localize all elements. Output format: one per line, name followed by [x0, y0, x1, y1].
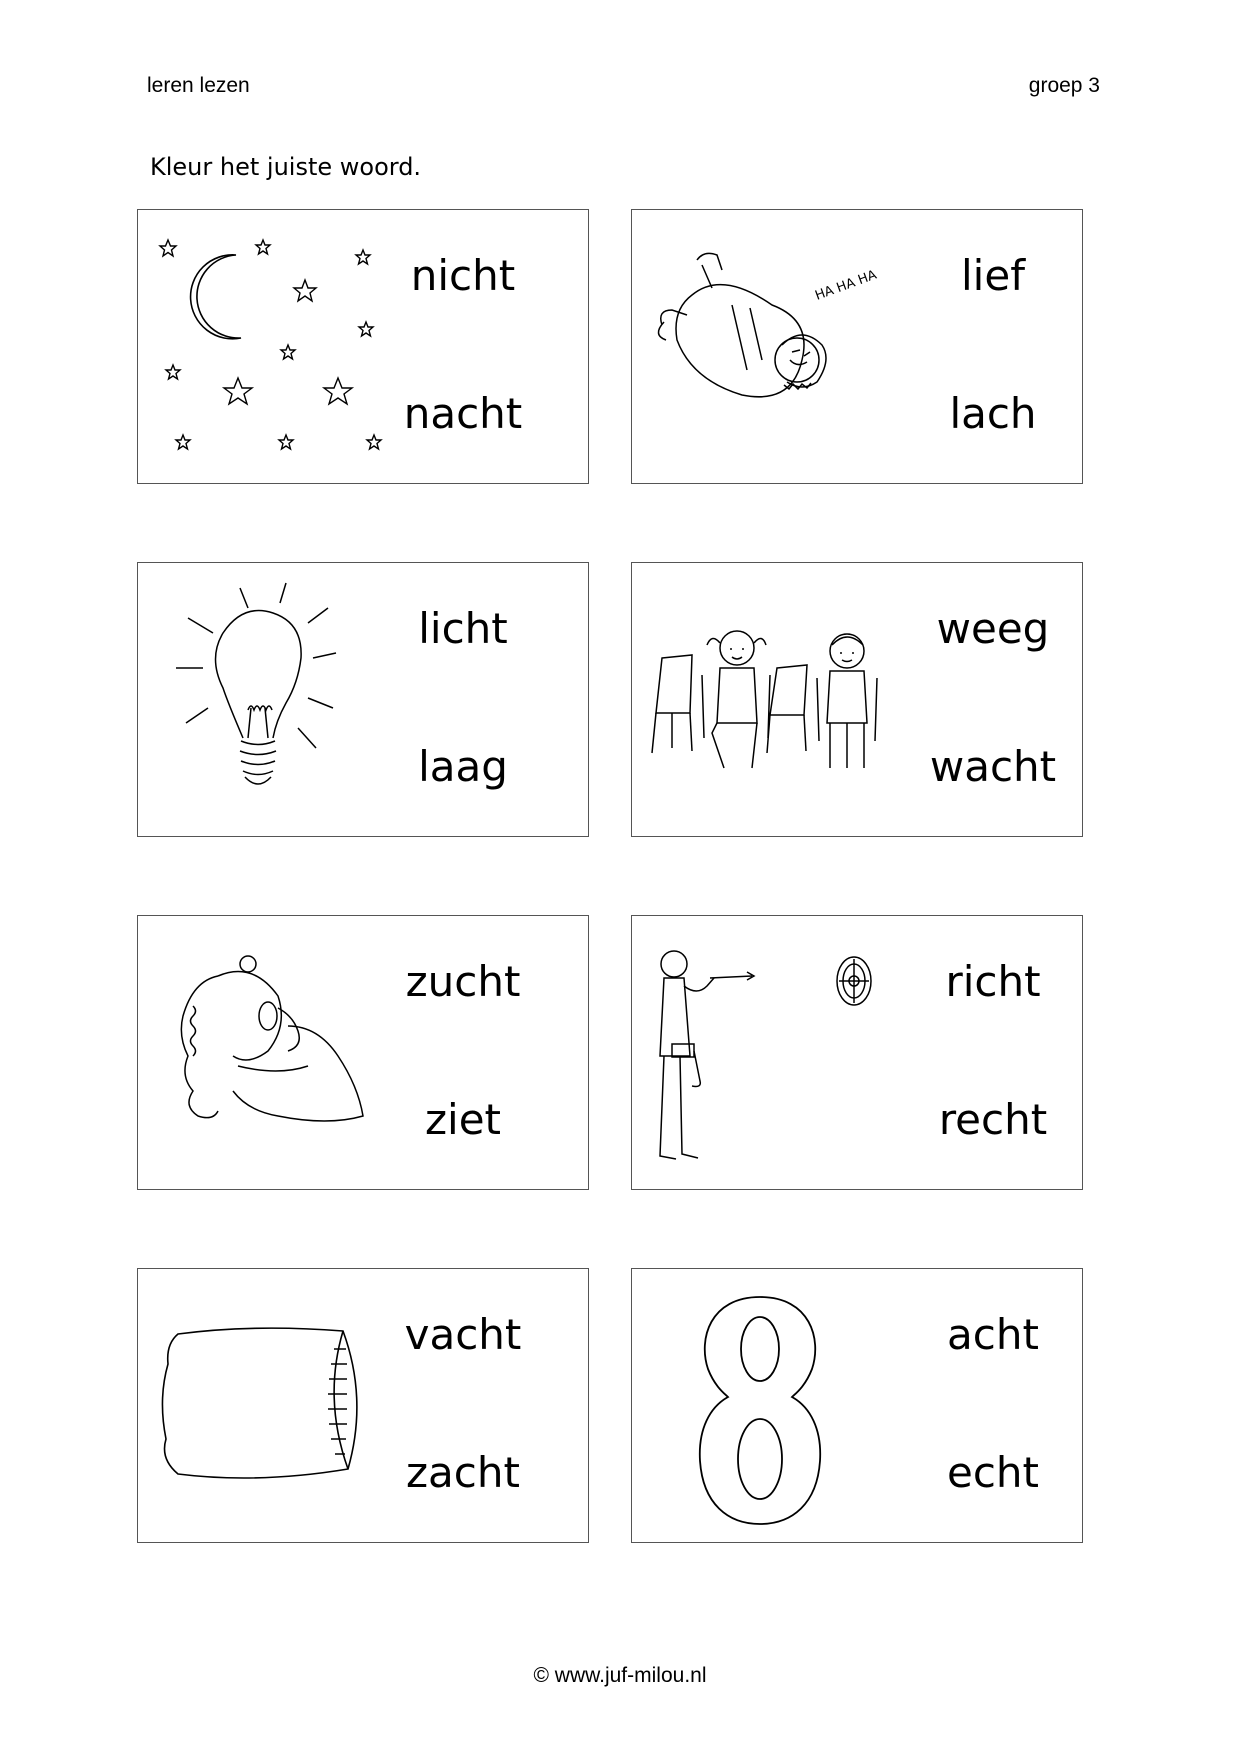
word-option-lach[interactable]: lach	[949, 389, 1037, 438]
exercise-card-2	[631, 209, 1083, 484]
word-option-lief[interactable]: lief	[961, 251, 1025, 300]
word-option-echt[interactable]: echt	[946, 1448, 1040, 1497]
instruction: Kleur het juiste woord.	[150, 153, 422, 181]
word-option-laag[interactable]: laag	[418, 742, 508, 791]
light-bulb-illustration	[138, 563, 378, 838]
exercise-card-1	[137, 209, 589, 484]
cushion-illustration	[138, 1269, 378, 1544]
word-option-ziet[interactable]: ziet	[424, 1095, 502, 1144]
word-option-acht[interactable]: acht	[947, 1310, 1039, 1359]
word-option-recht[interactable]: recht	[938, 1095, 1048, 1144]
word-option-licht[interactable]: licht	[418, 604, 508, 653]
exercise-card-6	[631, 915, 1083, 1190]
children-waiting-illustration	[632, 563, 892, 838]
laugh-text: HA HA HA	[813, 267, 879, 304]
exercise-card-8	[631, 1268, 1083, 1543]
word-option-richt[interactable]: richt	[945, 957, 1041, 1006]
laughing-boy-illustration	[632, 210, 892, 485]
word-option-nacht[interactable]: nacht	[403, 389, 523, 438]
moon-and-stars-illustration	[138, 210, 378, 485]
word-option-zacht[interactable]: zacht	[406, 1448, 520, 1497]
exercise-card-4	[631, 562, 1083, 837]
exercise-card-3	[137, 562, 589, 837]
header-subject: leren lezen	[147, 74, 250, 97]
dart-player-illustration	[632, 916, 892, 1191]
word-option-wacht[interactable]: wacht	[929, 742, 1057, 791]
header-grade: groep 3	[1028, 74, 1100, 97]
word-option-zucht[interactable]: zucht	[405, 957, 521, 1006]
exercise-card-5	[137, 915, 589, 1190]
word-option-weeg[interactable]: weeg	[936, 604, 1050, 653]
footer-copyright: © www.juf-milou.nl	[533, 1664, 707, 1687]
yawning-girl-illustration	[138, 916, 378, 1191]
number-eight-illustration	[632, 1269, 892, 1544]
word-option-nicht[interactable]: nicht	[410, 251, 516, 300]
word-option-vacht[interactable]: vacht	[404, 1310, 522, 1359]
exercise-card-7	[137, 1268, 589, 1543]
